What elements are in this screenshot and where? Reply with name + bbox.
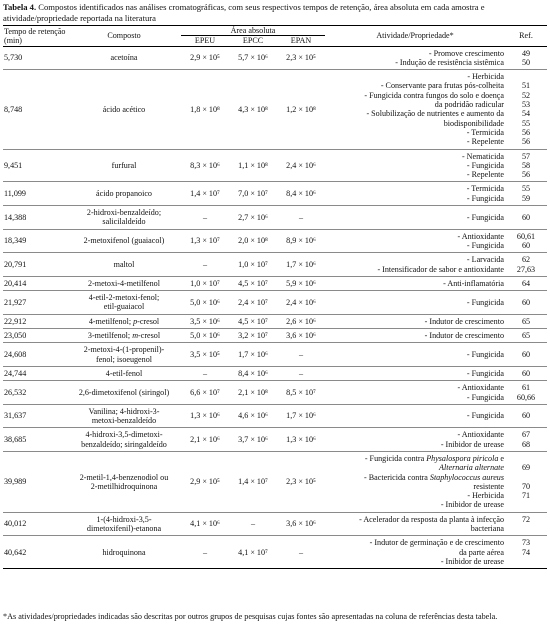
- table-row: [3, 536, 547, 569]
- activity-line: - Antioxidante: [457, 383, 504, 393]
- compound-name-line: metoxi-benzaldeído: [91, 416, 157, 426]
- area-epeu-cell: 6,6 × 10⁷: [181, 381, 229, 405]
- area-epeu-cell: 1,0 × 10⁷: [181, 276, 229, 290]
- reference-cell: [505, 229, 547, 253]
- compound-name-line: salicilaldeído: [102, 217, 146, 227]
- compound-cell: [67, 343, 181, 367]
- activity-line: - Indutor de crescimento: [424, 316, 504, 326]
- compound-name-line: 2-hidroxi-benzaldeído;: [86, 208, 162, 218]
- compound-name-line: maltol: [113, 259, 135, 269]
- area-epcc-cell: 1,4 × 10⁷: [229, 451, 277, 512]
- compound-cell: [67, 404, 181, 428]
- area-epan-cell: 2,3 × 10⁵: [277, 46, 325, 70]
- caption-text: Compostos identificados nas análises cromatográficas, com seus respectivos tempos de retenção, área absoluta em cada amostra e atividade/propriedade reportada na literatura: [3, 2, 485, 23]
- area-epeu-cell: 1,8 × 10⁸: [181, 70, 229, 149]
- area-epan-cell: 1,2 × 10⁸: [277, 70, 325, 149]
- header-epcc: EPCC: [229, 36, 277, 46]
- compound-cell: [67, 451, 181, 512]
- reference-cell: [505, 314, 547, 328]
- reference-line: 65: [521, 316, 531, 326]
- reference-line: 56: [521, 137, 531, 147]
- reference-line: 56: [521, 127, 531, 137]
- retention-time-cell: 14,388: [3, 206, 67, 230]
- activity-line: - Herbicida: [467, 72, 504, 82]
- area-epeu-cell: –: [181, 366, 229, 380]
- area-epeu-cell: 2,9 × 10⁵: [181, 46, 229, 70]
- area-epcc-cell: 3,2 × 10⁷: [229, 329, 277, 343]
- header-compound: Composto: [67, 26, 181, 47]
- compound-cell: [67, 253, 181, 277]
- reference-cell: [505, 428, 547, 452]
- activity-line: - Intensificador de sabor e antioxidante: [377, 264, 504, 274]
- retention-time-cell: 9,451: [3, 149, 67, 182]
- activity-line: - Fungicida: [466, 392, 504, 402]
- area-epan-cell: 1,3 × 10⁶: [277, 428, 325, 452]
- retention-time-cell: 21,927: [3, 291, 67, 315]
- compound-name-line: fenol; isoeugenol: [96, 354, 152, 364]
- reference-line: [506, 557, 546, 566]
- header-epan: EPAN: [277, 36, 325, 46]
- activity-cell: [325, 149, 505, 182]
- area-epcc-cell: 5,7 × 10⁶: [229, 46, 277, 70]
- area-epan-cell: –: [277, 343, 325, 367]
- compound-cell: [67, 70, 181, 149]
- retention-time-cell: 40,012: [3, 512, 67, 536]
- area-epeu-cell: 5,0 × 10⁶: [181, 291, 229, 315]
- activity-cell: [325, 381, 505, 405]
- compound-name-line: 2-metilhidroquinona: [90, 481, 158, 491]
- reference-line: [506, 454, 546, 463]
- retention-time-cell: 31,637: [3, 404, 67, 428]
- activity-line: - Fungicida: [466, 212, 504, 222]
- retention-time-cell: 24,608: [3, 343, 67, 367]
- area-epeu-cell: 1,3 × 10⁷: [181, 229, 229, 253]
- activity-line: - Fungicida: [466, 240, 504, 250]
- table-row: [3, 329, 547, 343]
- activity-line: da parte aérea: [459, 547, 504, 557]
- activity-line: - Antioxidante: [457, 231, 504, 241]
- activity-cell: [325, 291, 505, 315]
- area-epeu-cell: –: [181, 206, 229, 230]
- reference-line: 73: [521, 538, 531, 548]
- compound-cell: [67, 276, 181, 290]
- reference-line: 57: [521, 151, 531, 161]
- retention-time-cell: 5,730: [3, 46, 67, 70]
- reference-line: 60: [521, 212, 531, 222]
- reference-line: 51: [521, 81, 531, 91]
- header-ref: Ref.: [505, 26, 547, 47]
- activity-line: - Fungicida: [466, 349, 504, 359]
- activity-cell: [325, 314, 505, 328]
- activity-cell: [325, 70, 505, 149]
- activity-line: - Indutor de germinação e de crescimento: [369, 538, 504, 548]
- compound-name-line: hidroquinona: [102, 547, 146, 557]
- reference-cell: [505, 512, 547, 536]
- table-row: [3, 229, 547, 253]
- activity-line: - Fungicida: [466, 297, 504, 307]
- compound-name-line: acetoína: [110, 53, 138, 63]
- activity-line: - Fungicida: [466, 411, 504, 421]
- area-epcc-cell: 2,7 × 10⁶: [229, 206, 277, 230]
- area-epeu-cell: 8,3 × 10⁶: [181, 149, 229, 182]
- compound-name-line: furfural: [111, 160, 137, 170]
- area-epcc-cell: 4,1 × 10⁷: [229, 536, 277, 569]
- activity-line: - Conservante para frutas pós-colheita: [380, 81, 504, 91]
- reference-line: 60: [521, 411, 531, 421]
- reference-line: 60,61: [516, 231, 536, 241]
- compound-cell: [67, 366, 181, 380]
- compound-name-line: 4-metilfenol; p-cresol: [88, 316, 160, 326]
- compound-cell: [67, 149, 181, 182]
- area-epan-cell: 8,9 × 10⁶: [277, 229, 325, 253]
- reference-line: 69: [521, 463, 531, 473]
- activity-line: - Fungicida contra Physalospora piricola e: [364, 453, 504, 463]
- area-epcc-cell: 4,3 × 10⁸: [229, 70, 277, 149]
- reference-cell: [505, 206, 547, 230]
- reference-line: 65: [521, 331, 531, 341]
- area-epan-cell: 1,7 × 10⁶: [277, 253, 325, 277]
- compound-name-line: 2-metil-1,4-benzenodiol ou: [79, 472, 169, 482]
- activity-cell: [325, 404, 505, 428]
- compound-cell: [67, 229, 181, 253]
- table-row: [3, 314, 547, 328]
- activity-line: - Acelerador da resposta da planta à infecção: [359, 514, 504, 524]
- compound-name-line: 2,6-dimetoxifenol (siringol): [78, 387, 170, 397]
- activity-line: - Antioxidante: [457, 430, 504, 440]
- retention-time-cell: 24,744: [3, 366, 67, 380]
- activity-cell: [325, 343, 505, 367]
- retention-time-cell: 20,414: [3, 276, 67, 290]
- reference-line: [506, 473, 546, 482]
- table-row: [3, 291, 547, 315]
- reference-line: 68: [521, 439, 531, 449]
- area-epcc-cell: 4,6 × 10⁶: [229, 404, 277, 428]
- compound-cell: [67, 182, 181, 206]
- area-epan-cell: 8,5 × 10⁷: [277, 381, 325, 405]
- activity-line: - Fungicida: [466, 368, 504, 378]
- area-epcc-cell: 4,5 × 10⁷: [229, 314, 277, 328]
- table-row: [3, 70, 547, 149]
- area-epeu-cell: –: [181, 253, 229, 277]
- activity-line: - Fungicida contra fungos do solo e doença: [364, 90, 504, 100]
- reference-cell: [505, 253, 547, 277]
- area-epeu-cell: 5,0 × 10⁶: [181, 329, 229, 343]
- activity-line: resistente: [473, 481, 504, 491]
- area-epcc-cell: 2,0 × 10⁸: [229, 229, 277, 253]
- area-epan-cell: –: [277, 536, 325, 569]
- reference-line: 49: [521, 48, 531, 58]
- compound-cell: [67, 512, 181, 536]
- activity-line: - Inibidor de urease: [440, 556, 504, 566]
- area-epcc-cell: 7,0 × 10⁷: [229, 182, 277, 206]
- reference-cell: [505, 536, 547, 569]
- activity-line: biodisponibilidade: [443, 118, 504, 128]
- compound-name-line: 2-metoxi-4-metilfenol: [88, 278, 160, 288]
- activity-cell: [325, 428, 505, 452]
- activity-cell: [325, 366, 505, 380]
- reference-cell: [505, 329, 547, 343]
- reference-cell: [505, 182, 547, 206]
- activity-cell: [325, 182, 505, 206]
- reference-cell: [505, 149, 547, 182]
- activity-cell: [325, 512, 505, 536]
- area-epeu-cell: –: [181, 536, 229, 569]
- reference-line: 55: [521, 184, 531, 194]
- compound-name-line: 4-hidroxi-3,5-dimetoxi-: [85, 430, 163, 440]
- reference-line: 54: [521, 109, 531, 119]
- reference-cell: [505, 381, 547, 405]
- area-epan-cell: 3,6 × 10⁶: [277, 512, 325, 536]
- activity-cell: [325, 229, 505, 253]
- area-epan-cell: 1,7 × 10⁶: [277, 404, 325, 428]
- table-row: [3, 46, 547, 70]
- table-row: [3, 404, 547, 428]
- activity-line: - Nematicida: [461, 151, 504, 161]
- compound-name-line: 4-etil-fenol: [105, 368, 143, 378]
- reference-cell: [505, 343, 547, 367]
- reference-line: 60: [521, 368, 531, 378]
- reference-line: 53: [521, 100, 531, 110]
- compound-cell: [67, 46, 181, 70]
- table-row: [3, 366, 547, 380]
- area-epcc-cell: 1,7 × 10⁶: [229, 343, 277, 367]
- table-row: [3, 428, 547, 452]
- caption-label: Tabela 4.: [3, 2, 37, 12]
- table-row: [3, 276, 547, 290]
- activity-line: da podridão radicular: [434, 100, 504, 110]
- area-epan-cell: 5,9 × 10⁶: [277, 276, 325, 290]
- area-epcc-cell: 1,1 × 10⁸: [229, 149, 277, 182]
- compound-cell: [67, 314, 181, 328]
- area-epcc-cell: 2,1 × 10⁸: [229, 381, 277, 405]
- activity-line: - Fungicida: [466, 193, 504, 203]
- activity-line: - Anti-inflamatória: [443, 278, 504, 288]
- retention-time-cell: 39,989: [3, 451, 67, 512]
- reference-line: 50: [521, 57, 531, 67]
- area-epan-cell: 8,4 × 10⁶: [277, 182, 325, 206]
- reference-line: 56: [521, 170, 531, 180]
- activity-line: - Indução de resistência sistêmica: [395, 57, 504, 67]
- activity-line: - Inibidor de urease: [440, 439, 504, 449]
- reference-line: 60,66: [516, 392, 536, 402]
- activity-line: bacteriana: [470, 524, 504, 534]
- area-epan-cell: –: [277, 366, 325, 380]
- reference-line: 64: [521, 278, 531, 288]
- area-epan-cell: 2,6 × 10⁶: [277, 314, 325, 328]
- retention-time-cell: 20,791: [3, 253, 67, 277]
- activity-cell: [325, 536, 505, 569]
- compound-cell: [67, 428, 181, 452]
- table-row: [3, 149, 547, 182]
- header-epeu: EPEU: [181, 36, 229, 46]
- reference-line: 74: [521, 547, 531, 557]
- table-caption: [3, 2, 547, 23]
- area-epeu-cell: 2,9 × 10⁵: [181, 451, 229, 512]
- activity-line: - Promove crescimento: [428, 48, 504, 58]
- compound-cell: [67, 381, 181, 405]
- table-row: [3, 381, 547, 405]
- activity-cell: [325, 276, 505, 290]
- activity-line: - Termicida: [466, 127, 504, 137]
- reference-line: 55: [521, 118, 531, 128]
- activity-line: - Indutor de crescimento: [424, 331, 504, 341]
- activity-line: - Herbicida: [467, 491, 504, 501]
- reference-line: 60: [521, 240, 531, 250]
- activity-line: - Bactericida contra Staphylococcus aureus: [364, 472, 504, 482]
- retention-time-cell: 11,099: [3, 182, 67, 206]
- activity-line: - Inibidor de urease: [440, 500, 504, 510]
- activity-line: - Repelente: [466, 170, 504, 180]
- activity-cell: [325, 329, 505, 343]
- area-epeu-cell: 3,5 × 10⁵: [181, 343, 229, 367]
- reference-line: 70: [521, 481, 531, 491]
- compound-name-line: ácido propanoico: [96, 189, 152, 199]
- area-epan-cell: 2,3 × 10⁵: [277, 451, 325, 512]
- reference-line: 67: [521, 430, 531, 440]
- retention-time-cell: 40,642: [3, 536, 67, 569]
- retention-time-cell: 38,685: [3, 428, 67, 452]
- compound-name-line: 2-metoxifenol (guaiacol): [83, 236, 165, 246]
- activity-line: - Fungicida: [466, 160, 504, 170]
- activity-cell: [325, 206, 505, 230]
- reference-cell: [505, 291, 547, 315]
- compound-cell: [67, 329, 181, 343]
- area-epan-cell: 2,4 × 10⁶: [277, 291, 325, 315]
- retention-time-cell: 26,532: [3, 381, 67, 405]
- activity-cell: [325, 451, 505, 512]
- reference-cell: [505, 366, 547, 380]
- table-body: [3, 46, 547, 569]
- compounds-table: [3, 25, 547, 569]
- table-row: [3, 512, 547, 536]
- reference-line: 72: [521, 514, 531, 524]
- compound-cell: [67, 291, 181, 315]
- reference-line: 27,63: [516, 264, 536, 274]
- reference-line: 59: [521, 193, 531, 203]
- area-epan-cell: 3,6 × 10⁶: [277, 329, 325, 343]
- reference-line: 71: [521, 491, 531, 501]
- compound-name-line: 4-etil-2-metoxi-fenol;: [88, 293, 160, 303]
- area-epeu-cell: 4,1 × 10⁶: [181, 512, 229, 536]
- table-row: [3, 451, 547, 512]
- area-epcc-cell: 1,0 × 10⁷: [229, 253, 277, 277]
- area-epan-cell: –: [277, 206, 325, 230]
- retention-time-cell: 23,050: [3, 329, 67, 343]
- reference-line: [506, 72, 546, 81]
- retention-time-cell: 22,912: [3, 314, 67, 328]
- reference-line: 62: [521, 255, 531, 265]
- header-activity: Atividade/Propriedade*: [325, 26, 505, 47]
- header-retention-time: Tempo de retenção (min): [4, 26, 66, 45]
- retention-time-cell: 18,349: [3, 229, 67, 253]
- reference-line: 58: [521, 160, 531, 170]
- reference-line: 60: [521, 297, 531, 307]
- compound-name-line: 2-metoxi-4-(1-propenil)-: [83, 345, 165, 355]
- area-epcc-cell: –: [229, 512, 277, 536]
- activity-cell: [325, 46, 505, 70]
- table-footnote: *As atividades/propriedades indicadas são descritas por outros grupos de pesquisas cujas fontes são apresentadas na coluna de referências desta tabela.: [3, 612, 498, 621]
- area-epeu-cell: 2,1 × 10⁶: [181, 428, 229, 452]
- area-epcc-cell: 4,5 × 10⁷: [229, 276, 277, 290]
- reference-cell: [505, 70, 547, 149]
- activity-line: - Repelente: [466, 137, 504, 147]
- compound-name-line: dimetoxifenil)-etanona: [86, 524, 162, 534]
- compound-cell: [67, 206, 181, 230]
- compound-name-line: etil-guaiacol: [103, 302, 145, 312]
- retention-time-cell: 8,748: [3, 70, 67, 149]
- compound-cell: [67, 536, 181, 569]
- compound-name-line: benzaldeído; siringaldeído: [81, 439, 167, 449]
- area-epan-cell: 2,4 × 10⁶: [277, 149, 325, 182]
- area-epeu-cell: 1,3 × 10⁶: [181, 404, 229, 428]
- table-row: [3, 343, 547, 367]
- reference-cell: [505, 276, 547, 290]
- reference-line: 61: [521, 383, 531, 393]
- compound-name-line: 1-(4-hidroxi-3,5-: [96, 514, 152, 524]
- area-epcc-cell: 8,4 × 10⁶: [229, 366, 277, 380]
- reference-line: [506, 500, 546, 509]
- area-epcc-cell: 2,4 × 10⁷: [229, 291, 277, 315]
- table-row: [3, 182, 547, 206]
- compound-name-line: Vanilina; 4-hidroxi-3-: [88, 406, 160, 416]
- activity-line: Alternaria alternate: [439, 463, 504, 473]
- reference-cell: [505, 451, 547, 512]
- reference-cell: [505, 404, 547, 428]
- compound-name-line: ácido acético: [102, 104, 146, 114]
- compound-name-line: 3-metilfenol; m-cresol: [87, 331, 161, 341]
- activity-line: - Larvacida: [466, 255, 504, 265]
- reference-line: [506, 524, 546, 533]
- area-epeu-cell: 3,5 × 10⁶: [181, 314, 229, 328]
- reference-line: 52: [521, 90, 531, 100]
- activity-line: - Solubilização de nutrientes e aumento da: [366, 109, 504, 119]
- area-epcc-cell: 3,7 × 10⁶: [229, 428, 277, 452]
- table-row: [3, 206, 547, 230]
- area-epeu-cell: 1,4 × 10⁷: [181, 182, 229, 206]
- header-absolute-area: Área absoluta: [181, 26, 325, 36]
- reference-cell: [505, 46, 547, 70]
- activity-line: - Termicida: [466, 184, 504, 194]
- reference-line: 60: [521, 349, 531, 359]
- table-row: [3, 253, 547, 277]
- activity-cell: [325, 253, 505, 277]
